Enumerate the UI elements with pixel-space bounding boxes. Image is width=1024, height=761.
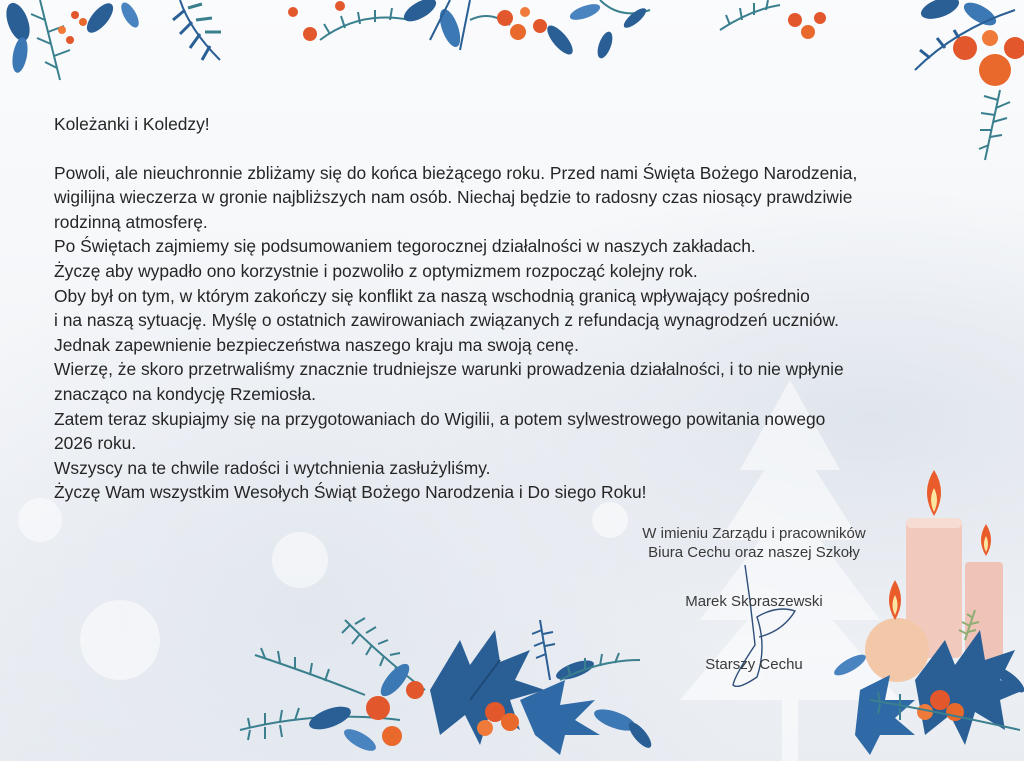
- letter-line: Jednak zapewnienie bezpieczeństwa naszego kraju ma swoją cenę.: [54, 334, 579, 355]
- letter-line: Po Świętach zajmiemy się podsumowaniem tegorocznej działalności w naszych zakładach.: [54, 236, 756, 257]
- letter-line: Wszyscy na te chwile radości i wytchnienia zasłużyliśmy.: [54, 457, 491, 478]
- letter-line: Zatem teraz skupiajmy się na przygotowaniach do Wigilii, a potem sylwestrowego powitania nowego: [54, 408, 826, 429]
- signature-block: [604, 524, 904, 562]
- candles-illustration: [831, 470, 1024, 761]
- letter-body: [54, 112, 984, 505]
- letter-greeting: Koleżanki i Koledzy!: [54, 114, 210, 134]
- letter-line: Życzę aby wypadło ono korzystnie i pozwoliło z optymizmem rozpocząć kolejny rok.: [54, 260, 698, 281]
- letter-line: Oby był on tym, w którym zakończy się konflikt za naszą wschodnią granicą wpływający pośrednio: [54, 285, 810, 306]
- letter-line: Życzę Wam wszystkim Wesołych Świąt Bożego Narodzenia i Do siego Roku!: [54, 482, 647, 503]
- signature-on-behalf-line1: W imieniu Zarządu i pracowników: [642, 525, 866, 542]
- letter-line: 2026 roku.: [54, 433, 137, 454]
- signature-on-behalf-line2: Biura Cechu oraz naszej Szkoły: [648, 544, 860, 561]
- letter-line: wigilijna wieczerza w gronie najbliższych nam osób. Niechaj będzie to radosny czas niosący prawdziwie: [54, 187, 853, 208]
- signature-name: Marek Skoraszewski: [685, 593, 823, 610]
- letter-line: Wierzę, że skoro przetrwaliśmy znacznie trudniejsze warunki prowadzenia działalności, i to nie wpłynie: [54, 359, 844, 380]
- letter-line: rodzinną atmosferę.: [54, 211, 208, 232]
- letter-line: znacząco na kondycję Rzemiosła.: [54, 383, 316, 404]
- signature-role: Starszy Cechu: [705, 656, 803, 673]
- letter-line: Powoli, ale nieuchronnie zbliżamy się do końca bieżącego roku. Przed nami Święta Bożego Narodzenia,: [54, 162, 858, 183]
- letter-line: i na naszą sytuację. Myślę o ostatnich zawirowaniach związanych z refundacją wynagrodzeń uczniów.: [54, 310, 839, 331]
- bottom-center-holly: [240, 618, 655, 755]
